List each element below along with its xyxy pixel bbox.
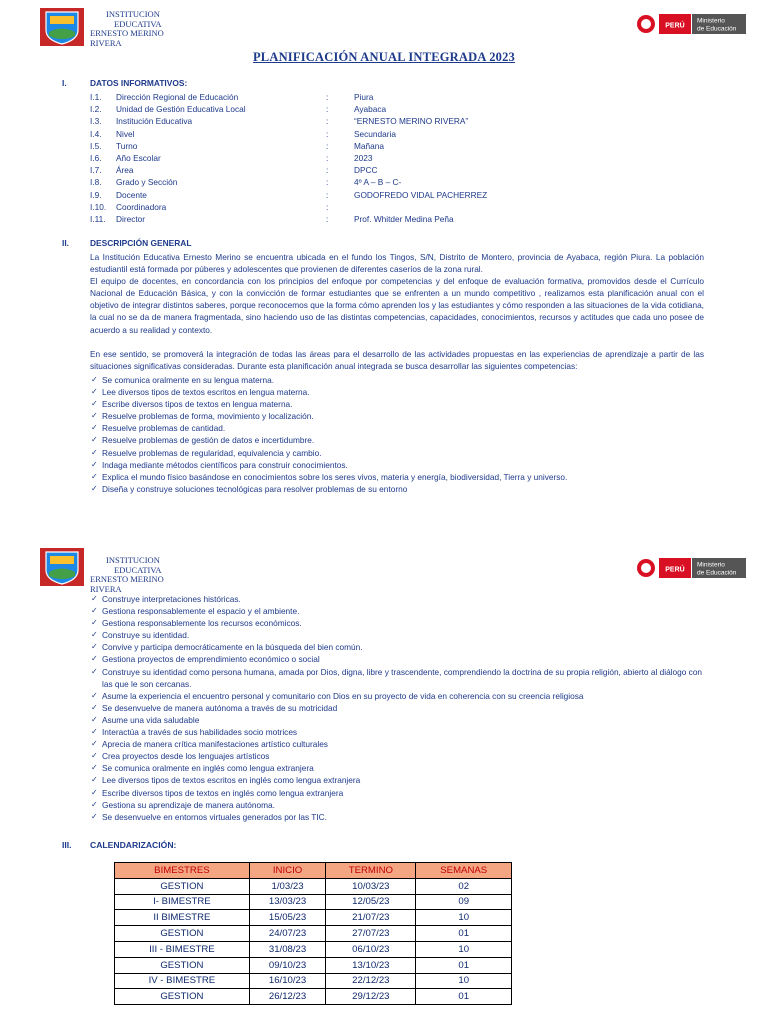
section-number: II.: [62, 238, 69, 248]
info-value: GODOFREDO VIDAL PACHERREZ: [354, 189, 488, 200]
list-item-text: Indaga mediante métodos científicos para construir conocimientos.: [102, 459, 348, 470]
list-item: [90, 653, 704, 665]
list-item: [90, 799, 704, 811]
list-item: [90, 629, 704, 641]
table-row: [115, 941, 512, 957]
info-key: Director: [116, 214, 146, 225]
table-cell: 15/05/23: [249, 910, 325, 926]
checkmark-icon: ✓: [91, 471, 98, 481]
info-number: I.6.: [90, 153, 102, 164]
info-colon: :: [326, 92, 329, 102]
info-value: 4º A – B – C-: [354, 177, 402, 188]
checkmark-icon: ✓: [91, 727, 98, 737]
info-key: Unidad de Gestión Educativa Local: [116, 104, 246, 115]
table-cell: 26/12/23: [249, 989, 325, 1005]
school-name: [90, 10, 190, 48]
info-number: I.2.: [90, 104, 102, 115]
list-item: [90, 774, 704, 786]
info-number: I.4.: [90, 128, 102, 139]
list-item: [90, 750, 704, 762]
table-cell: 22/12/23: [326, 973, 416, 989]
list-item: [90, 714, 704, 726]
info-number: I.11.: [90, 214, 106, 225]
list-item: [90, 738, 704, 750]
table-row: [115, 910, 512, 926]
list-item-text: Construye su identidad.: [102, 630, 190, 641]
table-cell: 10: [416, 973, 512, 989]
info-number: I.1.: [90, 92, 102, 102]
list-item: [90, 410, 704, 422]
table-cell: 01: [416, 989, 512, 1005]
checkmark-icon: ✓: [91, 714, 98, 724]
checkmark-icon: ✓: [91, 666, 98, 676]
section-number: III.: [62, 840, 72, 850]
table-cell: 02: [416, 878, 512, 894]
checkmark-icon: ✓: [91, 594, 98, 603]
info-key: Año Escolar: [116, 153, 161, 164]
table-cell: 10/03/23: [326, 878, 416, 894]
checkmark-icon: ✓: [91, 642, 98, 652]
list-item-text: Resuelve problemas de regularidad, equivalencia y cambio.: [102, 447, 322, 458]
list-item: [90, 374, 704, 386]
info-row: [90, 128, 690, 140]
table-row: [115, 973, 512, 989]
checkmark-icon: ✓: [91, 630, 98, 640]
info-key: Coordinadora: [116, 201, 167, 212]
list-item: [90, 447, 704, 459]
info-value: Mañana: [354, 140, 384, 151]
table-cell: GESTION: [115, 957, 250, 973]
info-colon: :: [326, 214, 329, 225]
info-row: [90, 140, 690, 152]
ministry-name-label: Ministerio: [697, 561, 725, 569]
list-item-text: Lee diversos tipos de textos escritos en inglés como lengua extranjera: [102, 775, 361, 786]
table-cell: I- BIMESTRE: [115, 894, 250, 910]
school-name: [90, 556, 190, 594]
info-number: I.7.: [90, 165, 102, 176]
calendar-header-row: [115, 863, 512, 879]
table-cell: IV - BIMESTRE: [115, 973, 250, 989]
info-colon: :: [326, 140, 329, 151]
info-number: I.8.: [90, 177, 102, 188]
list-item-text: Crea proyectos desde los lenguajes artísticos: [102, 751, 270, 762]
ministry-flag-label: PERÚ: [665, 22, 685, 30]
checkmark-icon: ✓: [91, 799, 98, 809]
list-item-text: Se desenvuelve en entornos virtuales generados por las TIC.: [102, 811, 327, 822]
table-cell: 12/05/23: [326, 894, 416, 910]
table-cell: III - BIMESTRE: [115, 941, 250, 957]
list-item: [90, 434, 704, 446]
checkmark-icon: ✓: [91, 654, 98, 664]
list-item: [90, 811, 704, 823]
table-cell: 21/07/23: [326, 910, 416, 926]
table-cell: 29/12/23: [326, 989, 416, 1005]
ministry-flag-label: PERÚ: [665, 566, 685, 574]
list-item-text: Gestiona proyectos de emprendimiento económico o social: [102, 654, 320, 665]
info-row: [90, 213, 690, 225]
list-item: [90, 386, 704, 398]
table-cell: 13/10/23: [326, 957, 416, 973]
info-value: Secundaria: [354, 128, 396, 139]
list-item: [90, 726, 704, 738]
table-row: [115, 926, 512, 942]
info-row: [90, 176, 690, 188]
list-item: [90, 617, 704, 629]
school-name-line: ERNESTO MERINO: [90, 28, 164, 39]
list-item-text: Se desenvuelve de manera autónoma a través de su motricidad: [102, 702, 338, 713]
list-item: [90, 459, 704, 471]
competencias-list: [90, 374, 704, 495]
paragraph: La Institución Educativa Ernesto Merino se encuentra ubicada en el fundo los Tingos, S/N, Distrito de Montero, provincia de Ayabaca, región Piura. La población estudiantil está formada por púberes y adolescentes que provienen de diferentes caseríos de la zona rural.: [90, 252, 704, 275]
list-item-text: Asume la experiencia el encuentro personal y comunitario con Dios en su proyecto de vida en coherencia con su creencia religiosa: [102, 690, 584, 701]
school-crest-icon: [40, 8, 84, 46]
info-row: [90, 103, 690, 115]
table-cell: GESTION: [115, 878, 250, 894]
school-name-line: INSTITUCION: [106, 9, 160, 19]
info-key: Dirección Regional de Educación: [116, 92, 239, 102]
ministry-name-label: Ministerio: [697, 17, 725, 25]
list-item-text: Asume una vida saludable: [102, 714, 200, 725]
school-name-line: ERNESTO MERINO: [90, 574, 164, 585]
table-row: [115, 894, 512, 910]
school-name-line: RIVERA: [90, 583, 122, 594]
table-cell: 01: [416, 926, 512, 942]
description-text: [90, 251, 704, 372]
ministry-name-label: de Educación: [697, 25, 737, 33]
paragraph: En ese sentido, se promoverá la integración de todas las áreas para el desarrollo de las actividades propuestas en las experiencias de aprendizaje a partir de las situaciones significativas consideradas. Durante esta planificación anual integrada se busca desarrollar las siguientes competencias:: [90, 348, 704, 371]
info-number: I.9.: [90, 189, 102, 200]
table-cell: 24/07/23: [249, 926, 325, 942]
list-item: [90, 762, 704, 774]
checkmark-icon: ✓: [91, 423, 98, 433]
table-cell: 09: [416, 894, 512, 910]
info-colon: :: [326, 128, 329, 139]
list-item: [90, 702, 704, 714]
info-value: DPCC: [354, 165, 378, 176]
page-title: PLANIFICACIÓN ANUAL INTEGRADA 2023: [252, 50, 516, 64]
table-cell: 01: [416, 957, 512, 973]
checkmark-icon: ✓: [91, 387, 98, 397]
list-item-text: Escribe diversos tipos de textos en inglés como lengua extranjera: [102, 787, 344, 798]
calendar-header-cell: TERMINO: [326, 863, 416, 879]
school-crest-icon: [40, 548, 84, 586]
table-cell: GESTION: [115, 926, 250, 942]
info-value: “ERNESTO MERINO RIVERA”: [354, 116, 469, 127]
list-item-text: Resuelve problemas de gestión de datos e incertidumbre.: [102, 435, 315, 446]
info-key: Docente: [116, 189, 147, 200]
info-value: Piura: [354, 92, 374, 102]
info-colon: :: [326, 189, 329, 200]
list-item-text: Se comunica oralmente en su lengua materna.: [102, 375, 275, 385]
checkmark-icon: ✓: [91, 690, 98, 700]
table-cell: 27/07/23: [326, 926, 416, 942]
table-cell: 10: [416, 941, 512, 957]
list-item-text: Se comunica oralmente en inglés como lengua extranjera: [102, 763, 314, 774]
list-item: [90, 666, 704, 690]
school-name-line: INSTITUCION: [106, 555, 160, 565]
checkmark-icon: ✓: [91, 751, 98, 761]
info-value: 2023: [354, 153, 373, 164]
table-row: [115, 878, 512, 894]
info-row: [90, 91, 690, 103]
ministry-logo-icon: [636, 12, 746, 36]
school-name-line: EDUCATIVA: [114, 18, 162, 29]
list-item: [90, 641, 704, 653]
ministry-name-label: de Educación: [697, 569, 737, 577]
calendar-header-cell: SEMANAS: [416, 863, 512, 879]
calendar-header-cell: BIMESTRES: [115, 863, 250, 879]
school-name-line: RIVERA: [90, 37, 122, 48]
info-colon: :: [326, 104, 329, 115]
info-colon: :: [326, 165, 329, 176]
list-item: [90, 593, 704, 605]
list-item: [90, 605, 704, 617]
section-heading-calendarizacion: [62, 840, 176, 850]
section-heading-descripcion: [62, 238, 191, 248]
section-heading-datos: [62, 78, 187, 88]
checkmark-icon: ✓: [91, 411, 98, 421]
info-colon: :: [326, 153, 329, 164]
competencias-list-continued: [90, 593, 704, 823]
info-value: [354, 201, 690, 213]
list-item-text: Convive y participa democráticamente en la búsqueda del bien común.: [102, 642, 363, 653]
checkmark-icon: ✓: [91, 375, 98, 384]
list-item: [90, 471, 704, 483]
ministry-logo-icon: [636, 556, 746, 580]
list-item-text: Lee diversos tipos de textos escritos en lengua materna.: [102, 387, 310, 398]
table-cell: 31/08/23: [249, 941, 325, 957]
checkmark-icon: ✓: [91, 483, 98, 493]
list-item-text: Construye su identidad como persona humana, amada por Dios, digna, libre y trascendente, comprendiendo la doctrina de su propia religión, abierto al diálogo con las que le son cercanas.: [102, 666, 703, 689]
table-cell: II BIMESTRE: [115, 910, 250, 926]
list-item-text: Diseña y construye soluciones tecnológicas para resolver problemas de su entorno: [102, 483, 408, 494]
info-key: Institución Educativa: [116, 116, 193, 127]
list-item-text: Aprecia de manera crítica manifestaciones artístico culturales: [102, 739, 328, 750]
info-key: Grado y Sección: [116, 177, 178, 188]
list-item-text: Gestiona responsablemente el espacio y el ambiente.: [102, 606, 300, 617]
list-item-text: Interactúa a través de sus habilidades socio motrices: [102, 727, 298, 738]
table-cell: GESTION: [115, 989, 250, 1005]
calendar-table: [114, 862, 512, 1005]
calendar-header-cell: INICIO: [249, 863, 325, 879]
list-item-text: Escribe diversos tipos de textos en lengua materna.: [102, 399, 293, 410]
info-key: Turno: [116, 140, 138, 151]
list-item-text: Gestiona responsablemente los recursos económicos.: [102, 618, 302, 629]
checkmark-icon: ✓: [91, 811, 98, 821]
table-cell: 10: [416, 910, 512, 926]
table-cell: 06/10/23: [326, 941, 416, 957]
list-item-text: Construye interpretaciones históricas.: [102, 594, 241, 604]
section-label: DATOS INFORMATIVOS:: [90, 78, 188, 88]
checkmark-icon: ✓: [91, 459, 98, 469]
info-value: Ayabaca: [354, 104, 387, 115]
info-key: Área: [116, 165, 134, 176]
section-label: DESCRIPCIÓN GENERAL: [90, 238, 192, 248]
list-item: [90, 398, 704, 410]
section-number: I.: [62, 78, 67, 88]
list-item: [90, 690, 704, 702]
table-cell: 09/10/23: [249, 957, 325, 973]
checkmark-icon: ✓: [91, 399, 98, 409]
info-colon: :: [326, 177, 329, 188]
table-row: [115, 957, 512, 973]
info-row: [90, 152, 690, 164]
info-number: I.3.: [90, 116, 102, 127]
school-name-line: EDUCATIVA: [114, 564, 162, 575]
checkmark-icon: ✓: [91, 763, 98, 773]
checkmark-icon: ✓: [91, 739, 98, 749]
checkmark-icon: ✓: [91, 787, 98, 797]
section-label: CALENDARIZACIÓN:: [90, 840, 177, 850]
checkmark-icon: ✓: [91, 702, 98, 712]
info-colon: :: [326, 116, 329, 127]
checkmark-icon: ✓: [91, 447, 98, 457]
paragraph: El equipo de docentes, en concordancia con los principios del enfoque por competencias y del enfoque de evaluación formativa, promovidos desde el Currículo Nacional de Educación Básica, y con la convicción de formar estudiantes que se enfrenten a un mundo competitivo , realizamos esta planificación anual con el objetivo de integrar distintos saberes, porque reconocemos que la forma cómo aprenden los y las estudiantes y cómo responden a las situaciones de la vida cotidiana, la cual no se da de manera fragmentada, sino haciendo uso de las distintas competencias, capacidades, conocimientos, recursos y actitudes que cada uno posee de acuerdo a su realidad y contexto.: [90, 276, 704, 335]
checkmark-icon: ✓: [91, 618, 98, 628]
checkmark-icon: ✓: [91, 435, 98, 445]
checkmark-icon: ✓: [91, 606, 98, 616]
list-item-text: Gestiona su aprendizaje de manera autónoma.: [102, 799, 275, 810]
table-cell: 1/03/23: [249, 878, 325, 894]
list-item-text: Explica el mundo físico basándose en conocimientos sobre los seres vivos, materia y energía, biodiversidad, Tierra y universo.: [102, 471, 568, 482]
info-row: [90, 201, 690, 213]
list-item: [90, 422, 704, 434]
document-page-2: [0, 540, 768, 1024]
checkmark-icon: ✓: [91, 775, 98, 785]
list-item-text: Resuelve problemas de cantidad.: [102, 423, 226, 434]
info-row: [90, 115, 690, 127]
table-cell: 13/03/23: [249, 894, 325, 910]
list-item: [90, 483, 704, 495]
list-item-text: Resuelve problemas de forma, movimiento y localización.: [102, 411, 314, 422]
info-value: Prof. Whitder Medina Peña: [354, 214, 454, 225]
list-item: [90, 787, 704, 799]
info-key: Nivel: [116, 128, 135, 139]
info-row: [90, 164, 690, 176]
info-table: [90, 91, 690, 225]
info-number: I.10.: [90, 201, 107, 212]
info-colon: :: [326, 201, 329, 212]
table-cell: 16/10/23: [249, 973, 325, 989]
info-row: [90, 189, 690, 201]
info-number: I.5.: [90, 140, 102, 151]
table-row: [115, 989, 512, 1005]
